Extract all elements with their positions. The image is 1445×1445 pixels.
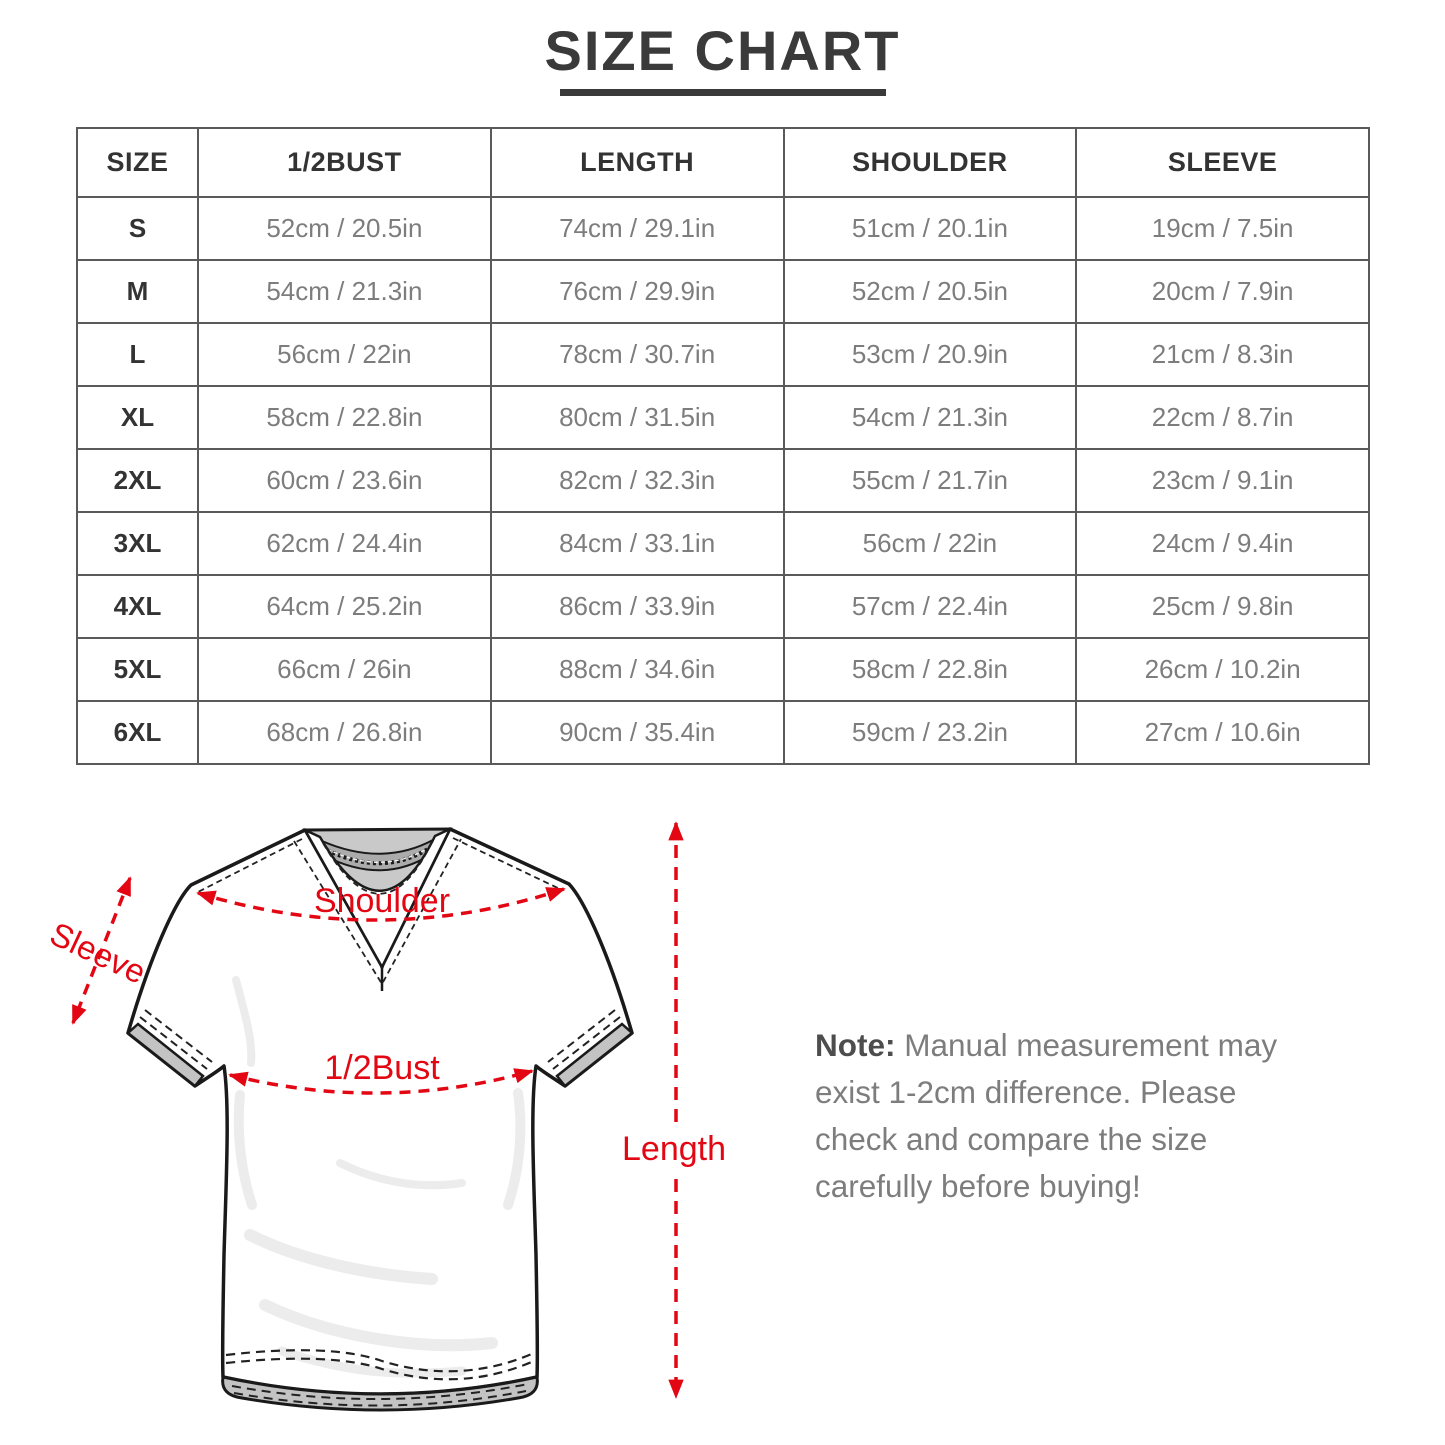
size-table-container [76,127,1368,765]
measurement-cell: 78cm / 30.7in [491,323,784,386]
size-cell: S [77,197,198,260]
measurement-cell: 82cm / 32.3in [491,449,784,512]
measurement-cell: 60cm / 23.6in [198,449,491,512]
size-cell: 5XL [77,638,198,701]
measurement-cell: 56cm / 22in [784,512,1077,575]
table-row [77,449,1369,512]
page-header [0,20,1445,96]
size-cell: M [77,260,198,323]
measurement-cell: 19cm / 7.5in [1076,197,1369,260]
column-header: 1/2BUST [198,128,491,197]
table-row [77,260,1369,323]
measurement-cell: 86cm / 33.9in [491,575,784,638]
shoulder-label: Shoulder [313,882,451,920]
measurement-cell: 54cm / 21.3in [784,386,1077,449]
table-row [77,386,1369,449]
size-cell: 3XL [77,512,198,575]
measurement-cell: 90cm / 35.4in [491,701,784,764]
table-row [77,638,1369,701]
measurement-cell: 74cm / 29.1in [491,197,784,260]
measurement-cell: 88cm / 34.6in [491,638,784,701]
size-cell: 2XL [77,449,198,512]
measurement-cell: 80cm / 31.5in [491,386,784,449]
tshirt-measurement-diagram [40,805,740,1445]
measurement-cell: 20cm / 7.9in [1076,260,1369,323]
table-row [77,575,1369,638]
note-label: Note: [815,1027,896,1063]
table-row [77,323,1369,386]
column-header: SHOULDER [784,128,1077,197]
measurement-cell: 84cm / 33.1in [491,512,784,575]
measurement-cell: 23cm / 9.1in [1076,449,1369,512]
measurement-cell: 76cm / 29.9in [491,260,784,323]
measurement-cell: 64cm / 25.2in [198,575,491,638]
bust-label: 1/2Bust [324,1049,440,1087]
measurement-cell: 21cm / 8.3in [1076,323,1369,386]
measurement-cell: 52cm / 20.5in [198,197,491,260]
size-table [76,127,1370,765]
measurement-cell: 22cm / 8.7in [1076,386,1369,449]
measurement-cell: 58cm / 22.8in [784,638,1077,701]
size-table-header [77,128,1369,197]
measurement-cell: 55cm / 21.7in [784,449,1077,512]
table-row [77,701,1369,764]
measurement-cell: 62cm / 24.4in [198,512,491,575]
measurement-cell: 52cm / 20.5in [784,260,1077,323]
size-table-body [77,197,1369,764]
measurement-cell: 51cm / 20.1in [784,197,1077,260]
measurement-cell: 56cm / 22in [198,323,491,386]
measurement-cell: 57cm / 22.4in [784,575,1077,638]
sleeve-label: Sleeve [44,914,152,991]
size-cell: L [77,323,198,386]
measurement-cell: 25cm / 9.8in [1076,575,1369,638]
measurement-cell: 66cm / 26in [198,638,491,701]
column-header: LENGTH [491,128,784,197]
measurement-cell: 26cm / 10.2in [1076,638,1369,701]
size-cell: 6XL [77,701,198,764]
measurement-cell: 54cm / 21.3in [198,260,491,323]
measurement-note [815,1022,1320,1210]
size-cell: XL [77,386,198,449]
table-row [77,197,1369,260]
length-label: Length [622,1130,726,1168]
column-header: SIZE [77,128,198,197]
measurement-cell: 53cm / 20.9in [784,323,1077,386]
measurement-cell: 58cm / 22.8in [198,386,491,449]
table-row [77,512,1369,575]
column-header: SLEEVE [1076,128,1369,197]
measurement-cell: 24cm / 9.4in [1076,512,1369,575]
size-cell: 4XL [77,575,198,638]
measurement-cell: 68cm / 26.8in [198,701,491,764]
measurement-cell: 27cm / 10.6in [1076,701,1369,764]
measurement-cell: 59cm / 23.2in [784,701,1077,764]
page-title: SIZE CHART [544,19,901,82]
note-text: Manual measurement may exist 1-2cm difference. Please check and compare the size carefully before buying! [815,1027,1278,1204]
title-underline [560,89,886,96]
